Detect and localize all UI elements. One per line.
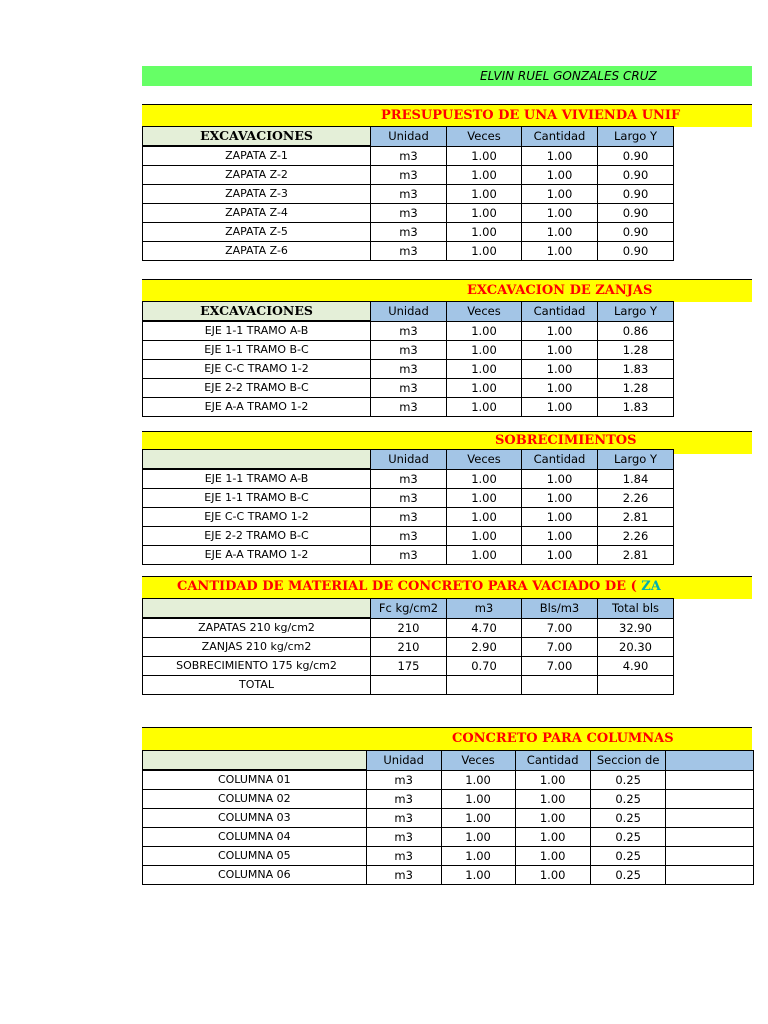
column-header: Cantidad <box>522 302 598 322</box>
header-row <box>143 302 674 322</box>
table-cell: 0.90 <box>598 204 674 223</box>
table-row <box>143 809 754 828</box>
table-row <box>143 770 754 790</box>
table-cell: 1.00 <box>441 770 515 790</box>
table-row <box>143 398 674 417</box>
table-cell: m3 <box>371 223 447 242</box>
table-cell: 175 <box>371 657 447 676</box>
table-cell-extra <box>666 790 754 809</box>
section3-table <box>142 449 674 565</box>
table-cell: 0.90 <box>598 146 674 166</box>
column-header: Unidad <box>366 751 441 771</box>
table-cell: 1.00 <box>447 341 522 360</box>
section2-title: EXCAVACION DE ZANJAS <box>467 283 653 298</box>
section3-title: SOBRECIMIENTOS <box>495 433 637 448</box>
table-cell: 4.70 <box>447 618 522 638</box>
table-cell: 7.00 <box>522 657 598 676</box>
table-cell: 7.00 <box>522 638 598 657</box>
column-header: Unidad <box>371 127 447 147</box>
row-label: ZAPATA Z-1 <box>143 146 371 166</box>
section3-table-wrap <box>142 449 677 565</box>
table-cell: 1.00 <box>522 321 598 341</box>
table-cell: m3 <box>371 321 447 341</box>
table-cell <box>522 676 598 695</box>
table-cell-extra <box>666 828 754 847</box>
table-row <box>143 204 674 223</box>
table-cell: 1.00 <box>441 828 515 847</box>
table-cell: 2.81 <box>598 546 674 565</box>
table-cell-extra <box>666 770 754 790</box>
table-cell: m3 <box>371 469 447 489</box>
table-cell: 1.28 <box>598 379 674 398</box>
table-row <box>143 546 674 565</box>
table-row <box>143 360 674 379</box>
table-cell: m3 <box>366 866 441 885</box>
column-header: Total bls <box>598 599 674 619</box>
table-row <box>143 146 674 166</box>
table-cell: 210 <box>371 618 447 638</box>
table-cell: m3 <box>371 360 447 379</box>
table-cell: 1.00 <box>522 398 598 417</box>
table-cell: 1.00 <box>447 398 522 417</box>
table-cell: 1.00 <box>522 546 598 565</box>
header-row <box>143 751 754 771</box>
table-cell: 1.00 <box>447 508 522 527</box>
table-cell: 0.70 <box>447 657 522 676</box>
row-label: EJE 1-1 TRAMO B-C <box>143 489 371 508</box>
table-cell: 1.00 <box>447 489 522 508</box>
row-label: ZAPATA Z-6 <box>143 242 371 261</box>
table-row <box>143 790 754 809</box>
row-label: ZAPATA Z-3 <box>143 185 371 204</box>
table-cell: 1.00 <box>441 790 515 809</box>
row-label: COLUMNA 02 <box>143 790 367 809</box>
row-label: COLUMNA 03 <box>143 809 367 828</box>
row-label: ZAPATA Z-2 <box>143 166 371 185</box>
table-cell: 1.00 <box>447 527 522 546</box>
row-label: ZAPATAS 210 kg/cm2 <box>143 618 371 638</box>
table-cell: m3 <box>371 242 447 261</box>
table-cell: 1.84 <box>598 469 674 489</box>
row-label: EJE 2-2 TRAMO B-C <box>143 379 371 398</box>
table-cell: m3 <box>371 546 447 565</box>
section4-title-text: CANTIDAD DE MATERIAL DE CONCRETO PARA VACIADO DE ( <box>177 579 642 594</box>
table-cell-extra <box>666 809 754 828</box>
table-row <box>143 828 754 847</box>
table-cell: 1.00 <box>515 809 590 828</box>
table-row <box>143 638 674 657</box>
table-cell: 1.00 <box>522 360 598 379</box>
table-cell: 1.00 <box>447 379 522 398</box>
table-cell: 1.00 <box>515 790 590 809</box>
table-cell: 4.90 <box>598 657 674 676</box>
table-cell: 0.90 <box>598 185 674 204</box>
section1-title: PRESUPUESTO DE UNA VIVIENDA UNIF <box>381 108 681 123</box>
row-label: EJE C-C TRAMO 1-2 <box>143 360 371 379</box>
column-header: Veces <box>447 450 522 470</box>
table-cell: m3 <box>366 790 441 809</box>
table-cell-extra <box>666 866 754 885</box>
section2-title-bar <box>142 279 752 302</box>
table-cell: 0.25 <box>590 770 666 790</box>
table-cell <box>598 676 674 695</box>
table-cell: m3 <box>371 398 447 417</box>
table-cell: m3 <box>366 847 441 866</box>
row-label: EJE 2-2 TRAMO B-C <box>143 527 371 546</box>
table-row <box>143 489 674 508</box>
table-row <box>143 618 674 638</box>
table-cell: 0.86 <box>598 321 674 341</box>
table-cell: 2.81 <box>598 508 674 527</box>
row-label: ZANJAS 210 kg/cm2 <box>143 638 371 657</box>
section5-table <box>142 750 754 885</box>
table-cell: 210 <box>371 638 447 657</box>
column-header: Fc kg/cm2 <box>371 599 447 619</box>
author-name: ELVIN RUEL GONZALES CRUZ <box>480 69 657 83</box>
table-cell: 2.26 <box>598 527 674 546</box>
table-row <box>143 166 674 185</box>
table-cell: 1.00 <box>447 223 522 242</box>
column-header-extra <box>666 751 754 771</box>
section-label <box>143 751 367 771</box>
section1-table-wrap <box>142 126 677 261</box>
table-cell <box>447 676 522 695</box>
table-cell: m3 <box>371 489 447 508</box>
column-header: m3 <box>447 599 522 619</box>
row-label: EJE 1-1 TRAMO A-B <box>143 469 371 489</box>
column-header: Largo Y <box>598 450 674 470</box>
table-cell: 1.00 <box>522 242 598 261</box>
table-cell: 1.00 <box>515 866 590 885</box>
table-cell: 0.25 <box>590 809 666 828</box>
table-cell: 1.00 <box>515 847 590 866</box>
section1-table <box>142 126 674 261</box>
section5-table-wrap <box>142 750 754 885</box>
column-header: Seccion de <box>590 751 666 771</box>
table-cell <box>371 676 447 695</box>
table-cell: 1.00 <box>522 508 598 527</box>
table-cell: 1.00 <box>515 770 590 790</box>
table-cell: m3 <box>366 828 441 847</box>
table-row <box>143 866 754 885</box>
column-header: Largo Y <box>598 302 674 322</box>
table-cell: 1.00 <box>447 360 522 379</box>
table-cell: 1.00 <box>515 828 590 847</box>
table-cell: m3 <box>371 527 447 546</box>
table-cell: 0.90 <box>598 166 674 185</box>
row-label: EJE A-A TRAMO 1-2 <box>143 546 371 565</box>
row-label: COLUMNA 04 <box>143 828 367 847</box>
section4-table <box>142 598 674 695</box>
table-cell: 0.90 <box>598 242 674 261</box>
table-cell: 1.00 <box>441 866 515 885</box>
row-label: EJE 1-1 TRAMO B-C <box>143 341 371 360</box>
section4-title-accent: ZA <box>641 579 661 594</box>
column-header: Unidad <box>371 450 447 470</box>
column-header: Bls/m3 <box>522 599 598 619</box>
header-row <box>143 450 674 470</box>
table-cell: 1.00 <box>522 469 598 489</box>
section-label: EXCAVACIONES <box>143 127 371 147</box>
section2-table <box>142 301 674 417</box>
table-cell: 1.00 <box>447 546 522 565</box>
author-banner <box>142 66 752 86</box>
row-label: EJE 1-1 TRAMO A-B <box>143 321 371 341</box>
column-header: Cantidad <box>522 450 598 470</box>
table-cell: 1.00 <box>522 379 598 398</box>
table-cell: 1.83 <box>598 398 674 417</box>
row-label: COLUMNA 06 <box>143 866 367 885</box>
table-cell: 1.00 <box>522 489 598 508</box>
table-cell: 1.00 <box>522 185 598 204</box>
table-cell: m3 <box>371 379 447 398</box>
table-cell: 1.00 <box>447 321 522 341</box>
table-cell: 1.00 <box>522 166 598 185</box>
table-cell: 7.00 <box>522 618 598 638</box>
section2-table-wrap <box>142 301 677 417</box>
section5-title: CONCRETO PARA COLUMNAS <box>452 731 674 746</box>
table-cell: 1.00 <box>522 204 598 223</box>
table-cell: 0.90 <box>598 223 674 242</box>
table-row <box>143 527 674 546</box>
table-cell: 1.00 <box>447 242 522 261</box>
section-label <box>143 450 371 470</box>
table-cell: 1.00 <box>441 847 515 866</box>
table-row <box>143 242 674 261</box>
table-cell: m3 <box>366 809 441 828</box>
column-header: Veces <box>441 751 515 771</box>
table-cell: m3 <box>366 770 441 790</box>
row-label: EJE C-C TRAMO 1-2 <box>143 508 371 527</box>
column-header: Cantidad <box>515 751 590 771</box>
column-header: Unidad <box>371 302 447 322</box>
section4-title <box>177 576 661 598</box>
table-cell: m3 <box>371 166 447 185</box>
table-row <box>143 847 754 866</box>
table-row <box>143 341 674 360</box>
table-cell: m3 <box>371 146 447 166</box>
table-cell: 0.25 <box>590 847 666 866</box>
table-row <box>143 223 674 242</box>
table-row <box>143 321 674 341</box>
table-row <box>143 379 674 398</box>
row-label: SOBRECIMIENTO 175 kg/cm2 <box>143 657 371 676</box>
row-label: EJE A-A TRAMO 1-2 <box>143 398 371 417</box>
table-cell: 1.00 <box>441 809 515 828</box>
table-cell: 1.00 <box>447 469 522 489</box>
table-cell: 0.25 <box>590 828 666 847</box>
section4-table-wrap <box>142 598 677 695</box>
header-row <box>143 127 674 147</box>
table-cell: 1.83 <box>598 360 674 379</box>
column-header: Cantidad <box>522 127 598 147</box>
table-cell: 1.00 <box>447 146 522 166</box>
table-row <box>143 185 674 204</box>
column-header: Veces <box>447 127 522 147</box>
table-cell: 32.90 <box>598 618 674 638</box>
table-row <box>143 508 674 527</box>
header-row <box>143 599 674 619</box>
column-header: Veces <box>447 302 522 322</box>
table-cell: 20.30 <box>598 638 674 657</box>
section-label: EXCAVACIONES <box>143 302 371 322</box>
table-cell: 1.00 <box>447 166 522 185</box>
table-row <box>143 469 674 489</box>
table-cell: 0.25 <box>590 790 666 809</box>
table-cell: 2.90 <box>447 638 522 657</box>
column-header: Largo Y <box>598 127 674 147</box>
table-cell: m3 <box>371 185 447 204</box>
table-cell: 2.26 <box>598 489 674 508</box>
table-cell: 1.00 <box>447 204 522 223</box>
row-label: COLUMNA 01 <box>143 770 367 790</box>
table-cell: 1.00 <box>522 527 598 546</box>
table-cell: m3 <box>371 341 447 360</box>
row-label: ZAPATA Z-5 <box>143 223 371 242</box>
table-cell: 1.00 <box>522 146 598 166</box>
table-cell: m3 <box>371 204 447 223</box>
table-cell: 0.25 <box>590 866 666 885</box>
table-cell: 1.00 <box>522 223 598 242</box>
table-cell: 1.00 <box>522 341 598 360</box>
table-cell: m3 <box>371 508 447 527</box>
table-cell-extra <box>666 847 754 866</box>
table-row <box>143 676 674 695</box>
row-label: ZAPATA Z-4 <box>143 204 371 223</box>
row-label: COLUMNA 05 <box>143 847 367 866</box>
row-label: TOTAL <box>143 676 371 695</box>
table-row <box>143 657 674 676</box>
table-cell: 1.00 <box>447 185 522 204</box>
section-label <box>143 599 371 619</box>
table-cell: 1.28 <box>598 341 674 360</box>
